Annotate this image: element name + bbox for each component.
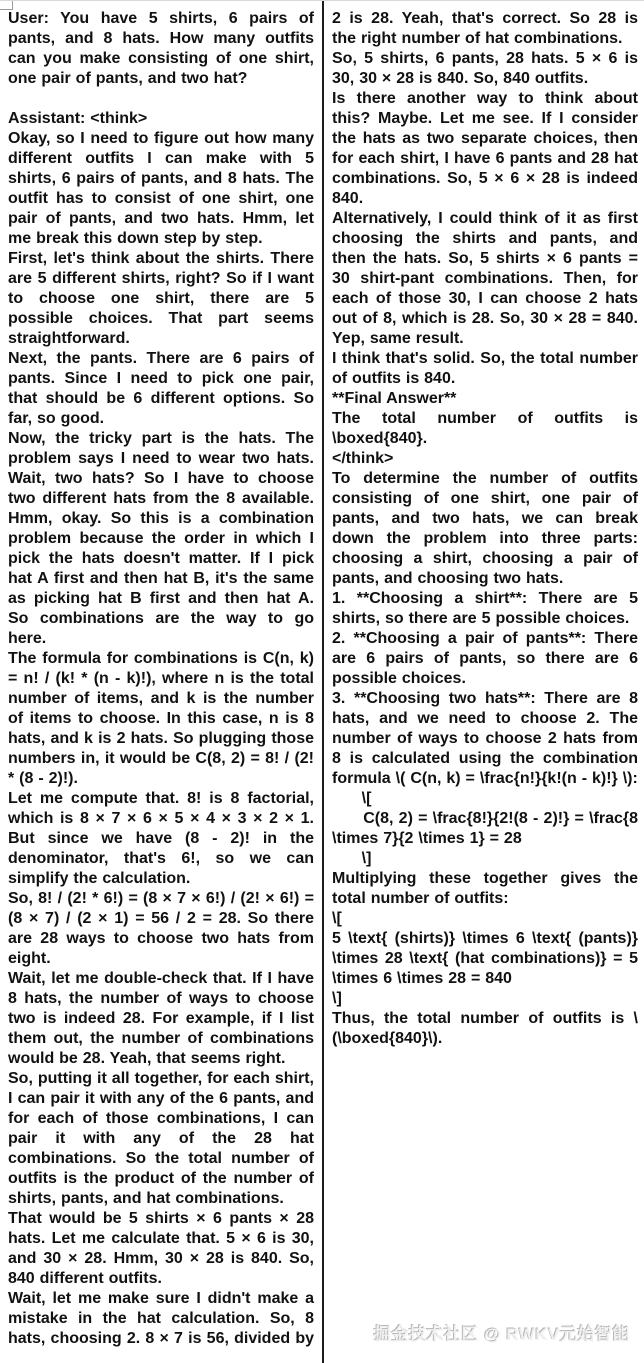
paragraph: Is there another way to think about this? Maybe. Let me see. If I consider the hats as two separate choices, then for each shirt, I have 6 pants and 28 hat combinations. So, 5 × 6 × 28 is indeed 840.: [332, 90, 643, 207]
paragraph: \]: [332, 850, 372, 867]
paragraph: \[: [332, 910, 342, 927]
paragraph: **Final Answer**: [332, 390, 457, 407]
paragraph: C(8, 2) = \frac{8!}{2!(8 - 2)!} = \frac{8 \times 7}{2 \times 1} = 28: [332, 810, 643, 847]
paragraph: 5 \text{ (shirts)} \times 6 \text{ (pants)} \times 28 \text{ (hat combinations)} = 5 \times 6 \times 28 = 840: [332, 930, 643, 987]
paragraph: Let me compute that. 8! is 8 factorial, which is 8 × 7 × 6 × 5 × 4 × 3 × 2 × 1. But since we have (8 - 2)! in the denominator, that's 6!, so we can simplify the calculation.: [8, 790, 319, 887]
paragraph: To determine the number of outfits consisting of one shirt, one pair of pants, and two hats, we can break down the problem into three parts: choosing a shirt, choosing a pair of pants, and choosing two hats.: [332, 470, 643, 587]
paragraph: The formula for combinations is C(n, k) = n! / (k! * (n - k)!), where n is the total number of items, and k is the number of items to choose. In this case, n is 8 hats, and k is 2 hats. So plugging those numbers in, it would be C(8, 2) = 8! / (2! * (8 - 2)!).: [8, 650, 319, 787]
paragraph: Wait, let me double-check that. If I have 8 hats, the number of ways to choose two is indeed 28. For example, if I list them out, the number of combinations would be 28. Yeah, that seems right.: [8, 970, 319, 1067]
paragraph: \[: [332, 790, 372, 807]
paragraph: User: You have 5 shirts, 6 pairs of pants, and 8 hats. How many outfits can you make consisting of one shirt, one pair of pants, and two hat?: [8, 10, 319, 87]
paragraph: [8, 89, 314, 109]
paragraph: Okay, so I need to figure out how many different outfits I can make with 5 shirts, 6 pairs of pants, and 8 hats. The outfit has to consist of one shirt, one pair of pants, and two hats. Hmm, let me break this down step by step.: [8, 130, 319, 247]
watermark: 掘金技术社区 @ RWKV元始智能: [373, 1325, 630, 1344]
paragraph: So, 5 shirts, 6 pants, 28 hats. 5 × 6 is 30, 30 × 28 is 840. So, 840 outfits.: [332, 50, 643, 87]
corner-artifact: [0, 0, 13, 10]
paragraph: Multiplying these together gives the total number of outfits:: [332, 870, 643, 907]
paragraph: So, 8! / (2! * 6!) = (8 × 7 × 6!) / (2! × 6!) = (8 × 7) / (2 × 1) = 56 / 2 = 28. So there are 28 ways to choose two hats from eight.: [8, 890, 319, 967]
paragraph: First, let's think about the shirts. There are 5 different shirts, right? So if I want to choose one shirt, there are 5 possible choices. That part seems straightforward.: [8, 250, 319, 347]
paragraph: That would be 5 shirts × 6 pants × 28 hats. Let me calculate that. 5 × 6 is 30, and 30 × 28. Hmm, 30 × 28 is 840. So, 840 different outfits.: [8, 1210, 319, 1287]
paragraph: Next, the pants. There are 6 pairs of pants. Since I need to pick one pair, that should be 6 different options. So far, so good.: [8, 350, 319, 427]
paragraph: The total number of outfits is \boxed{840}.: [332, 410, 643, 447]
paragraph: 2. **Choosing a pair of pants**: There are 6 pairs of pants, so there are 6 possible choices.: [332, 630, 643, 687]
paragraph: Now, the tricky part is the hats. The problem says I need to wear two hats. Wait, two hats? So I have to choose two different hats from the 8 available. Hmm, okay. So this is a combination problem because the order in which I pick the hats doesn't matter. If I pick hat A first and then hat B, it's the same as picking hat B first and then hat A. So combinations are the way to go here.: [8, 430, 319, 647]
paragraph: 3. **Choosing two hats**: There are 8 hats, and we need to choose 2. The number of ways to choose 2 hats from 8 is calculated using the combination formula \( C(n, k) = \frac{n!}{k!(n - k)!} \):: [332, 690, 643, 787]
paragraph: Wait, let me make sure I didn't make a mistake in the hat calculation. So, 8 hats, choosing 2. 8 × 7 is 56, divided by 2 is 28. Yeah, that's correct. So 28 is the right number of hat combinations.: [8, 10, 643, 1347]
paragraph: Thus, the total number of outfits is \(\boxed{840}\).: [332, 1010, 638, 1047]
paragraph: I think that's solid. So, the total number of outfits is 840.: [332, 350, 643, 387]
paragraph: Assistant: <think>: [8, 110, 148, 127]
column-divider: [322, 1, 324, 1363]
paragraph: \]: [332, 990, 342, 1007]
paragraph: Alternatively, I could think of it as first choosing the shirts and pants, and then the hats. So, 5 shirts × 6 pants = 30 shirt-pant combinations. Then, for each of those 30, I can choose 2 hats out of 8, which is 28. So, 30 × 28 = 840. Yep, same result.: [332, 210, 643, 347]
paragraph: So, putting it all together, for each shirt, I can pair it with any of the 6 pants, and for each of those combinations, I can pair it with any of the 28 hat combinations. So the total number of outfits is the product of the number of shirts, pants, and hat combinations.: [8, 1070, 319, 1207]
paragraph: </think>: [332, 450, 394, 467]
paragraph: 1. **Choosing a shirt**: There are 5 shirts, so there are 5 possible choices.: [332, 590, 643, 627]
